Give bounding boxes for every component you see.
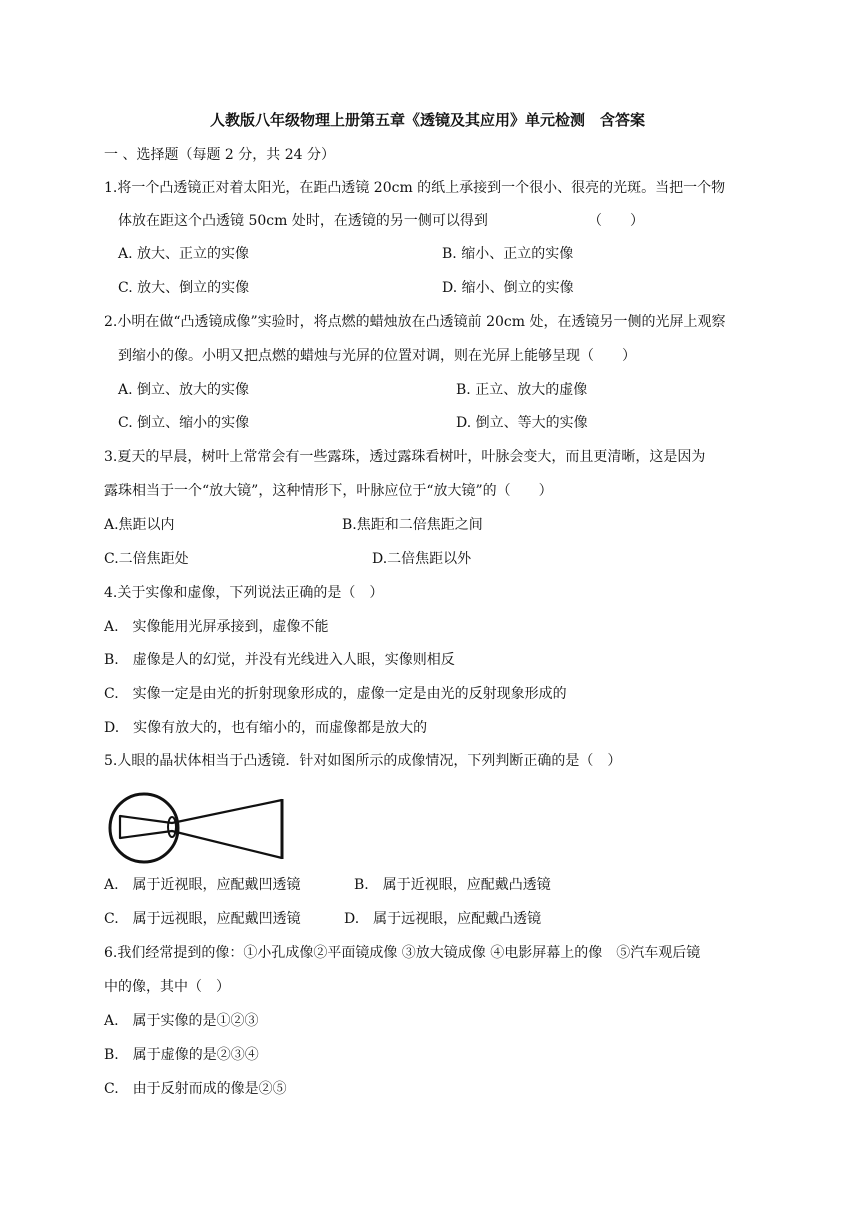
- q5-option-b: B. 属于近视眼，应配戴凸透镜: [354, 877, 551, 893]
- q6-option-a: A. 属于实像的是①②③: [104, 1013, 259, 1029]
- q6-option-b: B. 属于虚像的是②③④: [104, 1047, 259, 1063]
- section-heading: 一 、选择题（每题 2 分，共 24 分）: [104, 147, 335, 163]
- q1-option-d: D. 缩小、倒立的实像: [442, 280, 574, 296]
- q4-option-a: A. 实像能用光屏承接到，虚像不能: [104, 619, 329, 635]
- q2-option-b: B. 正立、放大的虚像: [456, 382, 588, 398]
- eye-diagram: [104, 790, 294, 870]
- q2-option-d: D. 倒立、等大的实像: [456, 415, 588, 431]
- q1-stem-line1: 1.将一个凸透镜正对着太阳光，在距凸透镜 20cm 的纸上承接到一个很小、很亮的光斑。当把一个物: [104, 180, 726, 196]
- q4-stem: 4.关于实像和虚像，下列说法正确的是（ ）: [104, 585, 384, 601]
- q5-option-a: A. 属于近视眼，应配戴凹透镜: [104, 877, 301, 893]
- q1-stem-line2: 体放在距这个凸透镜 50cm 处时，在透镜的另一侧可以得到: [118, 213, 488, 229]
- q1-option-a: A. 放大、正立的实像: [118, 246, 250, 262]
- q3-stem-line1: 3.夏天的早晨，树叶上常常会有一些露珠，透过露珠看树叶，叶脉会变大，而且更清晰，这是因为: [104, 449, 706, 465]
- q1-answer-bracket: （ ）: [588, 213, 644, 229]
- q3-option-a: A.焦距以内: [104, 517, 175, 533]
- q3-option-b: B.焦距和二倍焦距之间: [342, 517, 483, 533]
- q5-stem: 5.人眼的晶状体相当于凸透镜．针对如图所示的成像情况，下列判断正确的是（ ）: [104, 753, 622, 769]
- q3-stem-line2: 露珠相当于一个“放大镜”，这种情形下，叶脉应位于“放大镜”的（ ）: [104, 483, 553, 499]
- lens-crystalline: [168, 817, 176, 837]
- q1-option-c: C. 放大、倒立的实像: [118, 280, 250, 296]
- q1-option-b: B. 缩小、正立的实像: [442, 246, 574, 262]
- q2-stem-line1: 2.小明在做“凸透镜成像”实验时，将点燃的蜡烛放在凸透镜前 20cm 处，在透镜另一侧的光屏上观察: [104, 314, 726, 330]
- q6-stem-line1: 6.我们经常提到的像：①小孔成像②平面镜成像 ③放大镜成像 ④电影屏幕上的像 ⑤汽车观后镜: [104, 945, 701, 961]
- light-rays: [120, 800, 282, 858]
- q4-option-d: D. 实像有放大的，也有缩小的，而虚像都是放大的: [104, 720, 428, 736]
- q3-option-c: C.二倍焦距处: [104, 551, 189, 567]
- q2-option-c: C. 倒立、缩小的实像: [118, 415, 250, 431]
- q3-option-d: D.二倍焦距以外: [372, 551, 472, 567]
- q6-option-c: C. 由于反射而成的像是②⑤: [104, 1081, 287, 1097]
- q2-stem-line2: 到缩小的像。小明又把点燃的蜡烛与光屏的位置对调，则在光屏上能够呈现（ ）: [118, 348, 636, 364]
- document-title: 人教版八年级物理上册第五章《透镜及其应用》单元检测 含答案: [210, 111, 646, 129]
- q6-stem-line2: 中的像，其中（ ）: [104, 979, 230, 995]
- q5-option-d: D. 属于远视眼，应配戴凸透镜: [344, 911, 542, 927]
- q4-option-c: C. 实像一定是由光的折射现象形成的，虚像一定是由光的反射现象形成的: [104, 686, 567, 702]
- q4-option-b: B. 虚像是人的幻觉，并没有光线进入人眼，实像则相反: [104, 652, 455, 668]
- q2-option-a: A. 倒立、放大的实像: [118, 382, 250, 398]
- q5-option-c: C. 属于远视眼，应配戴凹透镜: [104, 911, 301, 927]
